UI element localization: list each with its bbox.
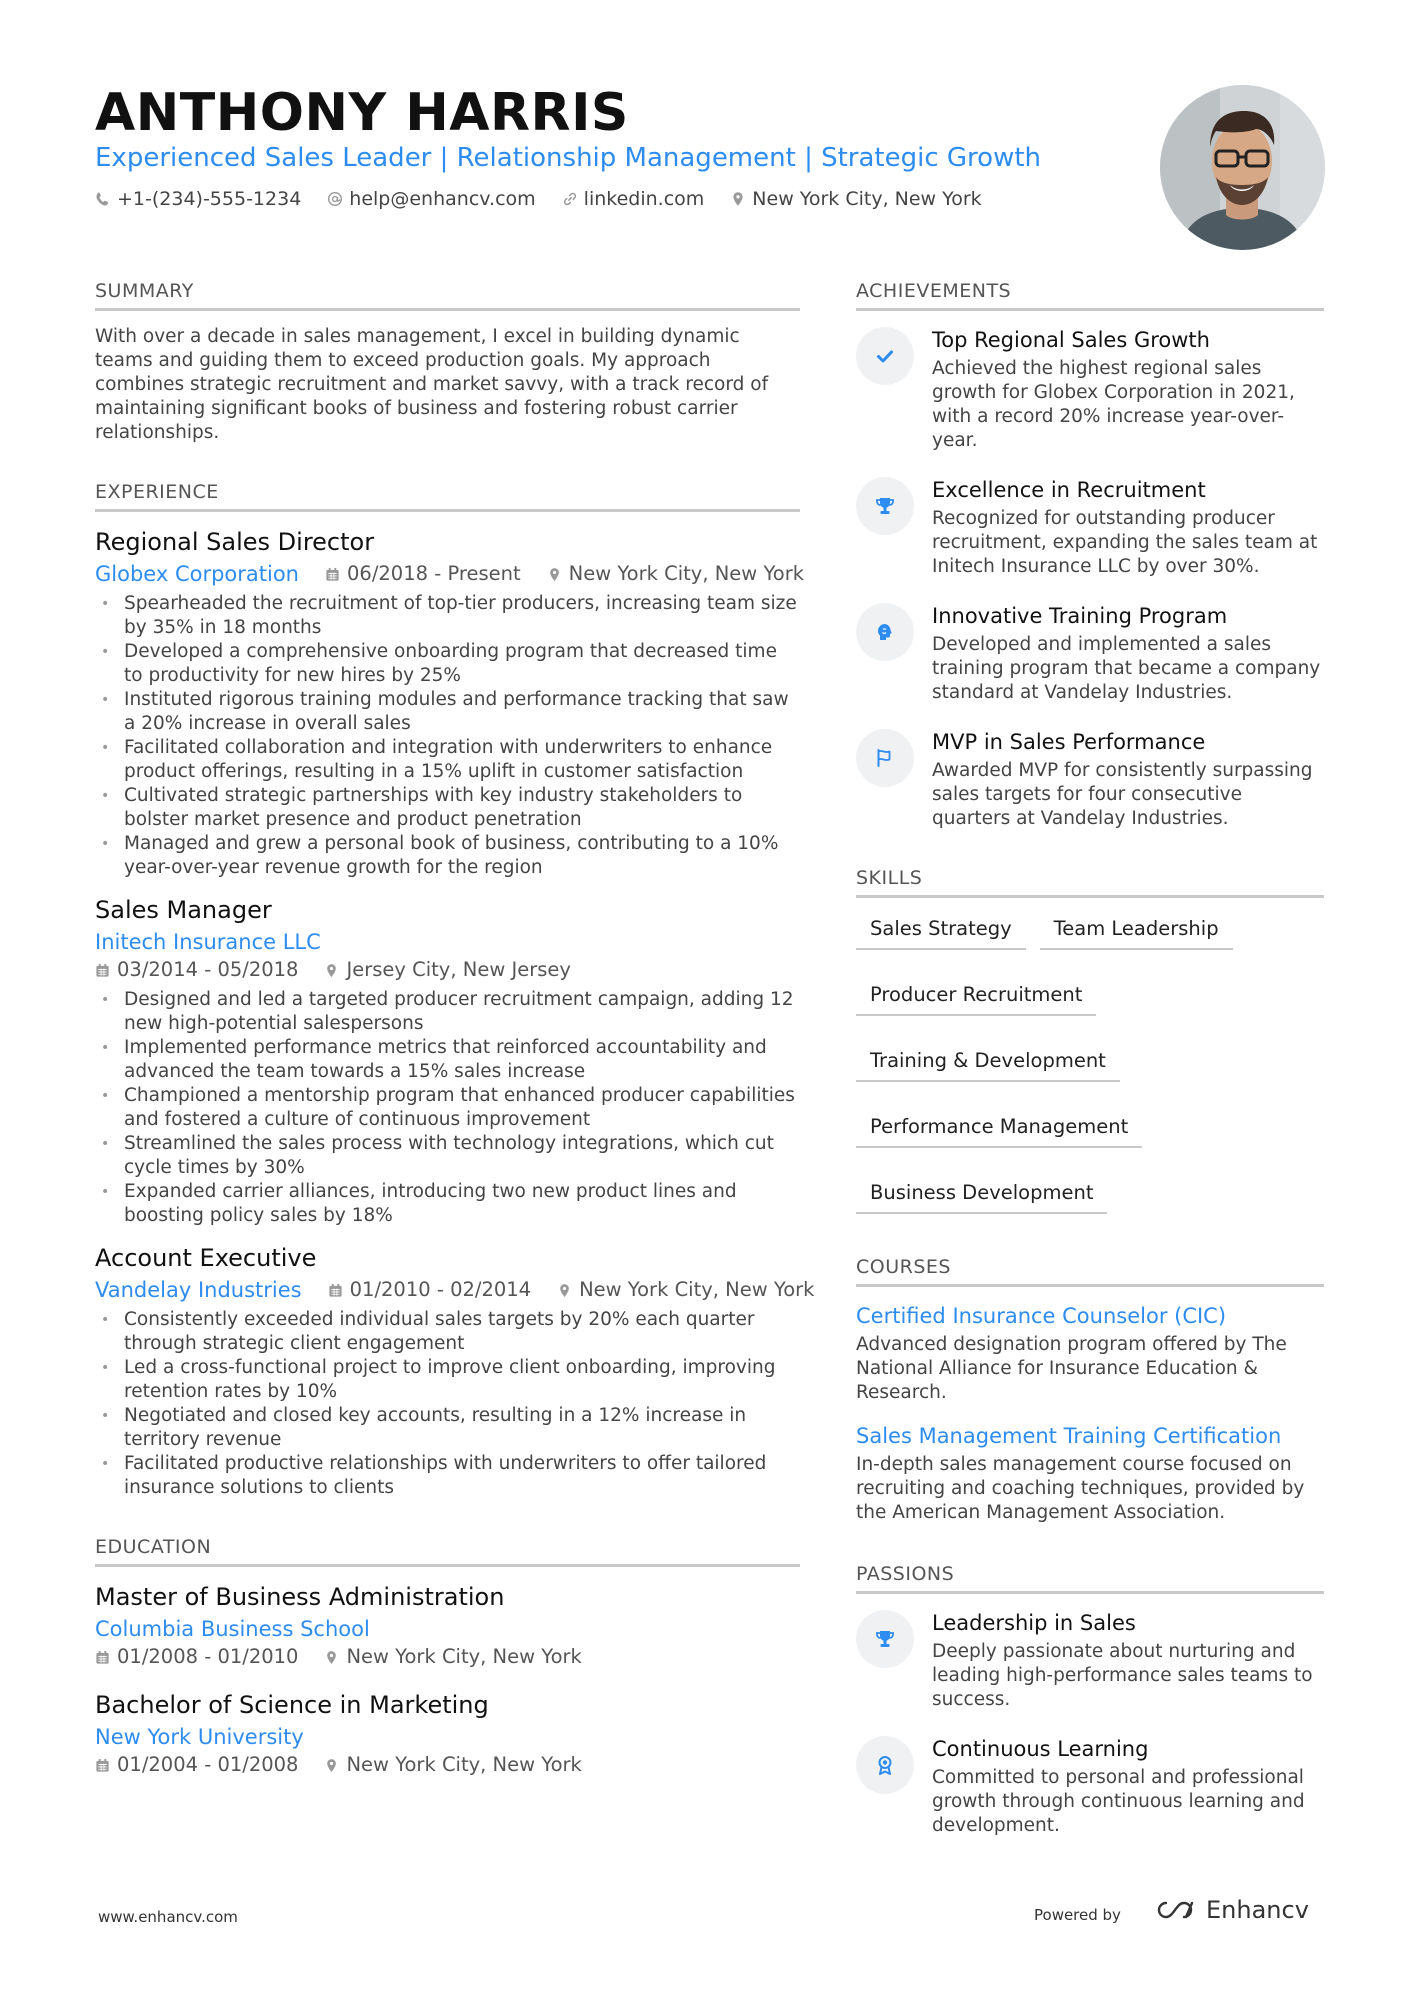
education-entry <box>95 1689 800 1779</box>
calendar-icon <box>95 1758 110 1773</box>
job-meta <box>95 1276 815 1304</box>
phone-text: +1-(234)-555-1234 <box>117 188 302 210</box>
bullet-item: • Consistently exceeded individual sales targets by 20% each quarter through strategic client engagement <box>95 1308 800 1356</box>
job-location-text: New York City, New York <box>579 1278 815 1301</box>
at-icon <box>327 191 343 207</box>
skill-tag: Training & Development <box>856 1044 1120 1082</box>
job-location-text: New York City, New York <box>568 562 805 585</box>
course-title: Sales Management Training Certification <box>856 1424 1282 1448</box>
summary-heading: SUMMARY <box>95 278 800 311</box>
achievement-title: Top Regional Sales Growth <box>932 328 1210 352</box>
job-entry <box>95 894 800 1228</box>
passion-desc: Deeply passionate about nurturing and leading high-performance sales teams to success. <box>932 1641 1313 1710</box>
job-meta <box>95 560 805 588</box>
job-title: Sales Manager <box>95 896 272 924</box>
contact-phone[interactable] <box>95 188 301 210</box>
candidate-name: ANTHONY HARRIS <box>95 83 629 143</box>
course-item <box>856 1301 1324 1405</box>
calendar-icon <box>325 567 340 582</box>
link-icon <box>562 191 578 207</box>
degree-title: Master of Business Administration <box>95 1583 505 1611</box>
achievement-item <box>856 325 1324 453</box>
achievement-item <box>856 475 1324 579</box>
job-company-row <box>95 928 800 956</box>
education-section <box>95 1534 800 1779</box>
job-location-text: Jersey City, New Jersey <box>346 958 571 981</box>
achievement-desc: Achieved the highest regional sales growth for Globex Corporation in 2021, with a record 20% increase year-over-year. <box>932 358 1295 451</box>
bullet-item: • Led a cross-functional project to improve client onboarding, improving retention rates by 10% <box>95 1356 800 1404</box>
school-name: New York University <box>95 1725 304 1749</box>
education-location <box>324 1751 581 1779</box>
passion-title: Leadership in Sales <box>932 1611 1136 1635</box>
job-dates <box>325 560 521 588</box>
skills-list <box>856 912 1324 1214</box>
passion-desc: Committed to personal and professional growth through continuous learning and development. <box>932 1767 1305 1836</box>
achievement-icon-badge <box>856 603 914 661</box>
bullet-item: • Championed a mentorship program that enhanced producer capabilities and fostered a culture of continuous improvement <box>95 1084 800 1132</box>
achievement-title: Excellence in Recruitment <box>932 478 1206 502</box>
bullet-item: • Instituted rigorous training modules and performance tracking that saw a 20% increase in overall sales <box>95 688 800 736</box>
achievements-heading: ACHIEVEMENTS <box>856 278 1324 311</box>
skill-tag: Producer Recruitment <box>856 978 1096 1016</box>
education-dates <box>95 1751 298 1779</box>
summary-section <box>95 278 800 445</box>
education-heading: EDUCATION <box>95 1534 800 1567</box>
bullet-item: • Spearheaded the recruitment of top-tier producers, increasing team size by 35% in 18 months <box>95 592 800 640</box>
enhancv-logo-text: Enhancv <box>1206 1896 1309 1924</box>
job-location <box>547 560 804 588</box>
location-text: New York City, New York <box>752 188 982 210</box>
skill-tag: Performance Management <box>856 1110 1142 1148</box>
contact-location <box>730 188 981 210</box>
course-title: Certified Insurance Counselor (CIC) <box>856 1304 1227 1328</box>
course-desc: Advanced designation program offered by The National Alliance for Insurance Education & Research. <box>856 1334 1287 1403</box>
bullet-item: • Cultivated strategic partnerships with key industry stakeholders to bolster market presence and product penetration <box>95 784 800 832</box>
trophy-icon <box>874 1628 896 1650</box>
job-title: Regional Sales Director <box>95 528 375 556</box>
bullet-item: • Managed and grew a personal book of business, contributing to a 10% year-over-year revenue growth for the region <box>95 832 800 880</box>
brain-icon <box>874 621 896 643</box>
location-pin-icon <box>547 567 562 582</box>
education-location-text: New York City, New York <box>346 1645 582 1668</box>
education-dates-text: 01/2008 - 01/2010 <box>117 1645 299 1668</box>
profile-photo <box>1160 85 1325 250</box>
school-name: Columbia Business School <box>95 1617 370 1641</box>
skills-section <box>856 865 1324 1214</box>
flag-icon <box>874 747 896 769</box>
contact-linkedin[interactable] <box>562 188 705 210</box>
degree-title: Bachelor of Science in Marketing <box>95 1691 489 1719</box>
experience-heading: EXPERIENCE <box>95 479 800 512</box>
job-entry <box>95 526 805 880</box>
calendar-icon <box>328 1283 343 1298</box>
footer-powered-by: Powered by <box>1034 1906 1121 1924</box>
achievement-title: MVP in Sales Performance <box>932 730 1206 754</box>
job-entry <box>95 1242 815 1500</box>
job-dates-text: 06/2018 - Present <box>347 562 521 585</box>
skill-tag: Team Leadership <box>1040 912 1233 950</box>
job-bullets <box>95 1308 800 1500</box>
job-dates-text: 01/2010 - 02/2014 <box>349 1278 532 1301</box>
passion-item <box>856 1608 1324 1712</box>
passions-section <box>856 1561 1324 1838</box>
job-title: Account Executive <box>95 1244 317 1272</box>
job-bullets <box>95 988 800 1228</box>
achievement-icon-badge <box>856 327 914 385</box>
calendar-icon <box>95 1650 110 1665</box>
job-location <box>557 1276 814 1304</box>
achievements-section <box>856 278 1324 831</box>
enhancv-logo-icon <box>1152 1898 1198 1922</box>
enhancv-logo[interactable] <box>1152 1896 1309 1924</box>
education-dates-text: 01/2004 - 01/2008 <box>117 1753 299 1776</box>
bullet-item: • Negotiated and closed key accounts, resulting in a 12% increase in territory revenue <box>95 1404 800 1452</box>
experience-section <box>95 479 815 1500</box>
achievement-icon-badge <box>856 477 914 535</box>
skill-tag: Business Development <box>856 1176 1107 1214</box>
course-item <box>856 1421 1324 1525</box>
footer-url[interactable]: www.enhancv.com <box>98 1908 238 1926</box>
passions-heading: PASSIONS <box>856 1561 1324 1594</box>
location-pin-icon <box>730 191 746 207</box>
passion-item <box>856 1734 1324 1838</box>
skill-tag: Sales Strategy <box>856 912 1026 950</box>
right-column <box>856 278 1324 1860</box>
achievement-item <box>856 727 1324 831</box>
linkedin-text: linkedin.com <box>583 188 705 210</box>
education-dates <box>95 1643 298 1671</box>
job-dates-text: 03/2014 - 05/2018 <box>117 958 299 981</box>
education-location <box>324 1643 581 1671</box>
achievement-desc: Awarded MVP for consistently surpassing sales targets for four consecutive quarters at Vandelay Industries. <box>932 760 1313 829</box>
summary-text: With over a decade in sales management, I excel in building dynamic teams and guiding them to exceed production goals. My approach combines strategic recruitment and market savvy, with a track record of maintaining significant books of business and fostering robust carrier relationships. <box>95 326 769 443</box>
headline: Experienced Sales Leader | Relationship Management | Strategic Growth <box>95 143 1042 173</box>
bullet-item: • Expanded carrier alliances, introducing two new product lines and boosting policy sales by 18% <box>95 1180 800 1228</box>
check-icon <box>874 345 896 367</box>
achievement-desc: Recognized for outstanding producer recruitment, expanding the sales team at Initech Insurance LLC by over 30%. <box>932 508 1318 577</box>
education-meta <box>95 1751 800 1779</box>
job-meta <box>95 956 800 984</box>
achievement-desc: Developed and implemented a sales training program that became a company standard at Vandelay Industries. <box>932 634 1321 703</box>
job-dates <box>328 1276 531 1304</box>
school-row <box>95 1615 800 1643</box>
left-column <box>95 278 815 1793</box>
achievement-icon-badge <box>856 729 914 787</box>
education-location-text: New York City, New York <box>346 1753 582 1776</box>
education-entry <box>95 1581 800 1671</box>
passion-icon-badge <box>856 1610 914 1668</box>
location-pin-icon <box>324 1650 339 1665</box>
passion-title: Continuous Learning <box>932 1737 1149 1761</box>
avatar-illustration <box>1160 85 1325 250</box>
location-pin-icon <box>324 1758 339 1773</box>
award-icon <box>874 1754 896 1776</box>
job-dates <box>95 956 298 984</box>
school-row <box>95 1723 800 1751</box>
bullet-item: • Designed and led a targeted producer recruitment campaign, adding 12 new high-potential salespersons <box>95 988 800 1036</box>
job-location <box>324 956 570 984</box>
company-name: Vandelay Industries <box>95 1278 302 1302</box>
company-name: Globex Corporation <box>95 562 299 586</box>
passion-icon-badge <box>856 1736 914 1794</box>
courses-section <box>856 1254 1324 1525</box>
education-meta <box>95 1643 800 1671</box>
skills-heading: SKILLS <box>856 865 1324 898</box>
bullet-item: • Developed a comprehensive onboarding program that decreased time to productivity for new hires by 25% <box>95 640 800 688</box>
achievement-title: Innovative Training Program <box>932 604 1228 628</box>
trophy-icon <box>874 495 896 517</box>
email-text: help@enhancv.com <box>349 188 536 210</box>
company-name: Initech Insurance LLC <box>95 930 321 954</box>
calendar-icon <box>95 963 110 978</box>
bullet-item: • Streamlined the sales process with technology integrations, which cut cycle times by 30% <box>95 1132 800 1180</box>
achievement-item <box>856 601 1324 705</box>
location-pin-icon <box>557 1283 572 1298</box>
contact-row <box>95 188 982 210</box>
course-desc: In-depth sales management course focused on recruiting and coaching techniques, provided by the American Management Association. <box>856 1454 1305 1523</box>
job-bullets <box>95 592 800 880</box>
bullet-item: • Facilitated collaboration and integration with underwriters to enhance product offerings, resulting in a 15% uplift in customer satisfaction <box>95 736 800 784</box>
courses-heading: COURSES <box>856 1254 1324 1287</box>
location-pin-icon <box>324 963 339 978</box>
phone-icon <box>95 191 111 207</box>
bullet-item: • Implemented performance metrics that reinforced accountability and advanced the team towards a 15% sales increase <box>95 1036 800 1084</box>
bullet-item: • Facilitated productive relationships with underwriters to offer tailored insurance solutions to clients <box>95 1452 800 1500</box>
contact-email[interactable] <box>327 188 535 210</box>
